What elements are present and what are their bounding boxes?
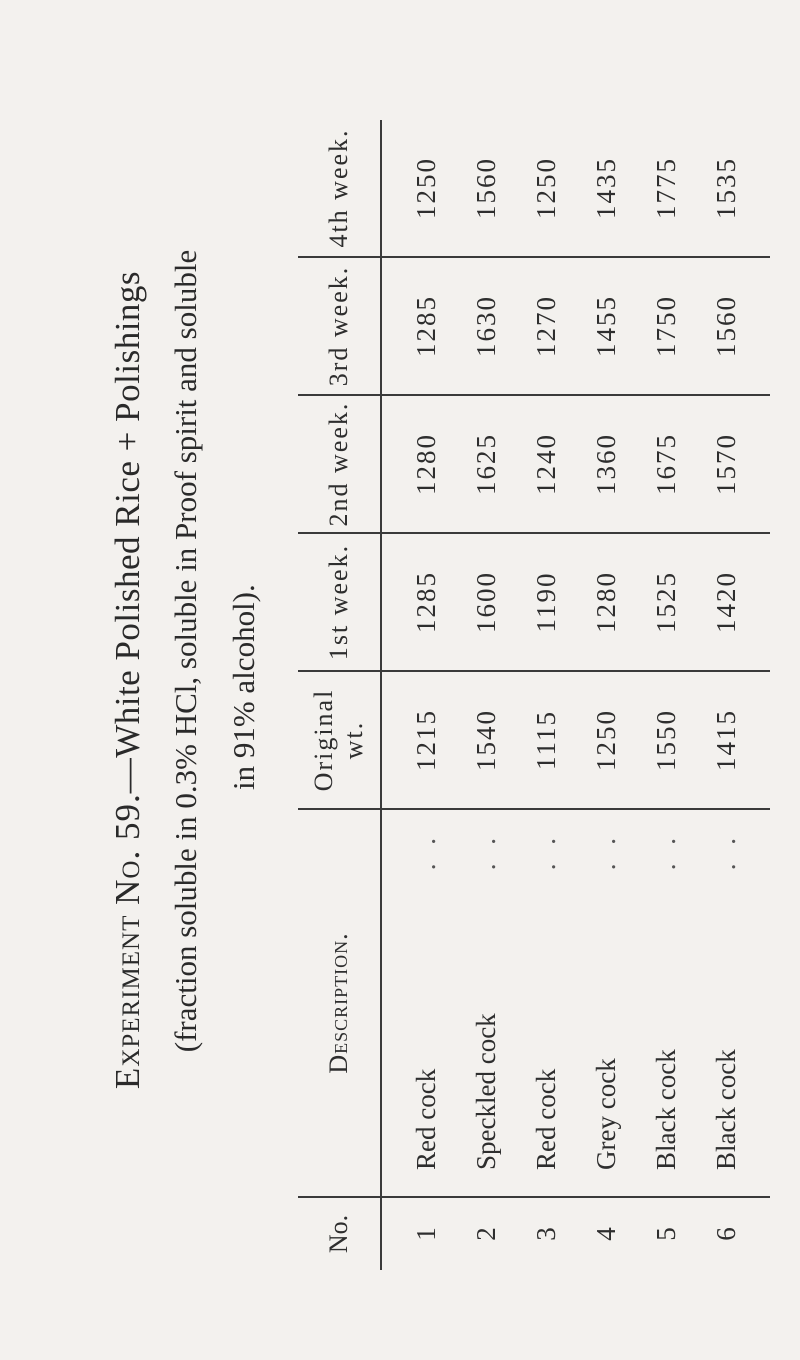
- experiment-subtitle-line-1: (fraction soluble in 0.3% HCl, soluble in Proof spirit and soluble: [168, 249, 203, 1053]
- row-no: 2: [456, 1197, 516, 1270]
- table-row: [456, 120, 516, 1270]
- row-week-3: 1560: [696, 257, 770, 395]
- leader-dots: . .: [710, 832, 741, 871]
- row-week-1: 1285: [381, 533, 456, 671]
- row-week-4: 1250: [410, 157, 441, 219]
- row-week-2: 1280: [381, 395, 456, 533]
- row-week-1: 1525: [636, 533, 696, 671]
- row-description-text: Black cock: [650, 1049, 681, 1170]
- leader-dots: . .: [470, 832, 501, 871]
- weights-table: [298, 120, 770, 1270]
- leader-dots: . .: [410, 832, 441, 871]
- row-original-wt: 1115: [516, 671, 576, 809]
- row-week-3: 1630: [456, 257, 516, 395]
- row-no: 6: [696, 1197, 770, 1270]
- row-description: [696, 809, 770, 1197]
- row-week-2: 1360: [576, 395, 636, 533]
- table-row: [516, 120, 576, 1270]
- row-week-1: 1420: [696, 533, 770, 671]
- row-original-wt: 1540: [456, 671, 516, 809]
- experiment-title: [108, 0, 148, 1360]
- row-week-4: 1775: [650, 157, 681, 219]
- header-week-3: 3rd week.: [298, 257, 381, 395]
- experiment-number: Experiment No. 59.: [108, 793, 147, 1090]
- row-description: [516, 809, 576, 1197]
- row-description: [576, 809, 636, 1197]
- row-week-4: 1560: [470, 157, 501, 219]
- header-original-wt: [298, 671, 381, 809]
- leader-dots: . .: [650, 832, 681, 871]
- row-week-4: 1250: [530, 157, 561, 219]
- row-no: 5: [636, 1197, 696, 1270]
- table-row: [576, 120, 636, 1270]
- table-header-row: [298, 120, 381, 1270]
- row-description-text: Grey cock: [590, 1058, 621, 1170]
- row-original-wt: 1250: [576, 671, 636, 809]
- row-no: 4: [576, 1197, 636, 1270]
- header-week-2: 2nd week.: [298, 395, 381, 533]
- leader-dots: . .: [590, 832, 621, 871]
- row-description-text: Black cock: [710, 1049, 741, 1170]
- row-week-1: 1190: [516, 533, 576, 671]
- row-original-wt: 1215: [381, 671, 456, 809]
- row-description: [381, 809, 456, 1197]
- row-week-2: 1675: [636, 395, 696, 533]
- experiment-subtitle-line-2: in 91% alcohol).: [226, 584, 261, 790]
- row-week-3: 1285: [381, 257, 456, 395]
- row-week-3: 1750: [636, 257, 696, 395]
- header-original-wt-label: Original wt.: [309, 688, 368, 792]
- header-week-1: 1st week.: [298, 533, 381, 671]
- row-no: 1: [381, 1197, 456, 1270]
- row-no: 3: [516, 1197, 576, 1270]
- row-week-3: 1270: [516, 257, 576, 395]
- row-week-4: 1435: [590, 157, 621, 219]
- row-week-4: 1535: [710, 157, 741, 219]
- row-original-wt: 1415: [696, 671, 770, 809]
- table-row: [696, 120, 770, 1270]
- row-week-2: 1240: [516, 395, 576, 533]
- header-description: Description.: [298, 809, 381, 1197]
- row-week-2: 1570: [696, 395, 770, 533]
- header-no: No.: [298, 1197, 381, 1270]
- row-description-text: Red cock: [410, 1068, 441, 1170]
- row-description: [456, 809, 516, 1197]
- row-week-1: 1600: [456, 533, 516, 671]
- row-week-3: 1455: [576, 257, 636, 395]
- row-description: [636, 809, 696, 1197]
- row-week-2: 1625: [456, 395, 516, 533]
- row-description-text: Red cock: [530, 1068, 561, 1170]
- row-description-text: Speckled cock: [470, 1013, 501, 1170]
- table-row: [636, 120, 696, 1270]
- leader-dots: . .: [530, 832, 561, 871]
- header-week-4: 4th week.: [298, 120, 381, 257]
- experiment-title-text: —White Polished Rice + Polishings: [108, 270, 147, 794]
- row-original-wt: 1550: [636, 671, 696, 809]
- table-row: [381, 120, 456, 1270]
- row-week-1: 1280: [576, 533, 636, 671]
